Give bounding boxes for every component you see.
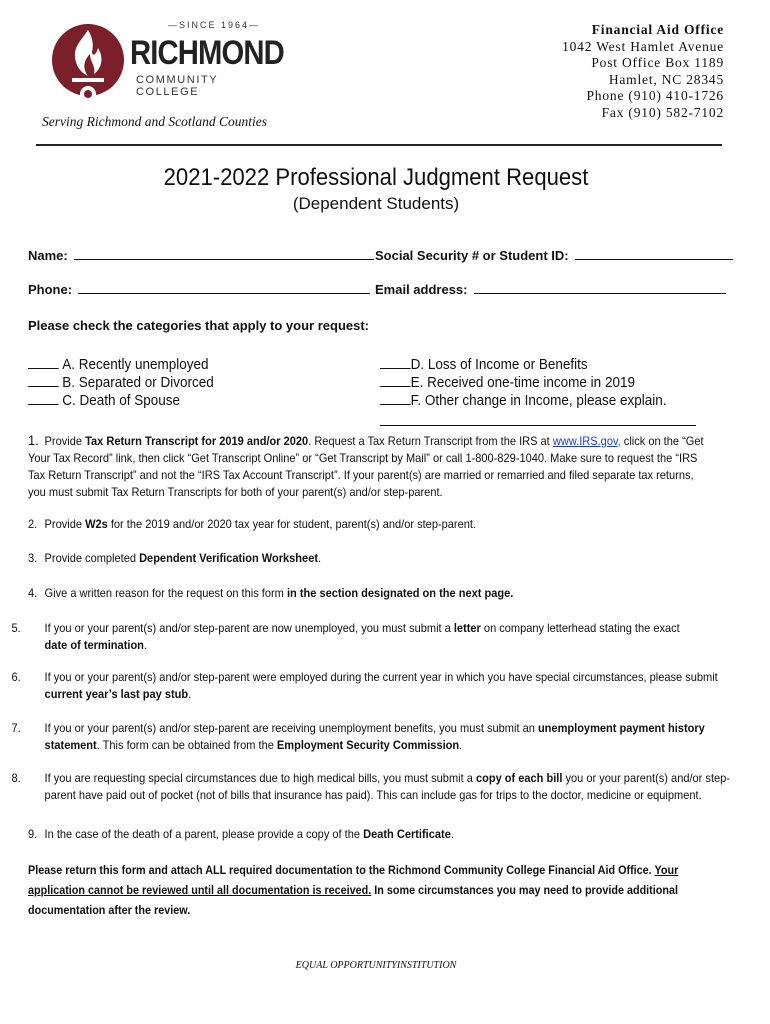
ssn-label: Social Security # or Student ID: (375, 248, 569, 263)
item-text: . (459, 738, 463, 752)
item-number: 1. (28, 432, 39, 448)
item-text: on company letterhead stating the exact (480, 621, 680, 635)
logo-since: —SINCE 1964— (168, 20, 261, 30)
office-line: Phone (910) 410-1726 (586, 88, 724, 104)
item-text: for the 2019 and/or 2020 tax year for student, parent(s) and/or step-parent. (107, 517, 477, 531)
header-divider (36, 144, 722, 146)
item-bold: W2s (85, 517, 108, 531)
footer-eoi: EQUAL OPPORTUNITYINSTITUTION (295, 960, 457, 971)
explain-line[interactable] (380, 425, 696, 426)
item-number: 4. (28, 586, 38, 600)
phone-label: Phone: (28, 282, 73, 297)
instruction-item (28, 826, 713, 843)
item-number: 2. (28, 517, 38, 531)
item-text: . (188, 687, 192, 701)
option-label: D. Loss of Income or Benefits (410, 356, 588, 373)
item-bold: date of termination (44, 638, 144, 652)
item-text: If you are requesting special circumstances due to high medical bills, you must submit a (44, 771, 476, 785)
item-bold: Dependent Verification Worksheet (139, 551, 319, 565)
email-field[interactable] (375, 282, 726, 297)
name-label: Name: (28, 248, 68, 263)
closing-underlined: Your application cannot be reviewed until all documentation is received. (28, 863, 679, 897)
instruction-item (11, 669, 730, 703)
item-bold: Tax Return Transcript for 2019 and/or 2020 (85, 434, 309, 448)
item-text: Provide (44, 434, 86, 448)
item-text: . Request a Tax Return Transcript from the IRS at (308, 434, 553, 448)
option-b[interactable] (28, 374, 214, 391)
office-line: Hamlet, NC 28345 (608, 71, 724, 87)
instruction-item (28, 432, 713, 501)
item-text: If you or your parent(s) and/or step-parent are receiving unemployment benefits, you must submit an (44, 721, 538, 735)
item-text: Provide completed (44, 551, 140, 565)
item-bold: letter (453, 621, 481, 635)
name-field[interactable] (28, 248, 374, 263)
item-text: click on the “Get Your Tax Record” link, then click “Get Transcript Online” or “Get Transcript by Mail” or call 1-800-829-1040. Make sure to request the “IRS Tax Return Transcript” and not the “IRS Tax Account Transcript”. If your parent(s) are married or remarried and filed separate tax returns, you must submit Tax Return Transcripts for both of your parent(s) and/or step-parent. (28, 434, 704, 499)
option-a[interactable] (28, 356, 209, 373)
closing-instructions (28, 860, 712, 920)
closing-text: In some circumstances you may need to provide additional documentation after the review. (28, 883, 678, 917)
item-text: Provide (44, 517, 86, 531)
item-text: If you or your parent(s) and/or step-parent are now unemployed, you must submit a (44, 621, 454, 635)
page-subtitle: (Dependent Students) (292, 194, 460, 213)
office-line: 1042 West Hamlet Avenue (562, 38, 724, 54)
item-number: 6. (11, 670, 21, 684)
instruction-item (11, 770, 730, 804)
option-label: C. Death of Spouse (62, 392, 181, 409)
logo-sub: COMMUNITY COLLEGE (136, 74, 219, 98)
check-heading: Please check the categories that apply to your request: (28, 318, 370, 333)
item-bold: current year’s last pay stub (44, 687, 189, 701)
item-number: 9. (28, 827, 38, 841)
option-f[interactable] (380, 392, 667, 409)
item-text: In the case of the death of a parent, please provide a copy of the (44, 827, 364, 841)
page-title: 2021-2022 Professional Judgment Request (163, 164, 589, 191)
ssn-field[interactable] (375, 248, 733, 263)
item-bold: Employment Security Commission (276, 738, 460, 752)
item-bold: copy of each bill (475, 771, 563, 785)
item-number: 8. (11, 771, 21, 785)
email-label: Email address: (375, 282, 468, 297)
office-line: Fax (910) 582-7102 (601, 104, 724, 120)
closing-text: Please return this form and attach ALL required documentation to the Richmond Community College Financial Aid Office. (28, 863, 655, 877)
instruction-item (11, 620, 730, 654)
option-label: A. Recently unemployed (62, 356, 209, 373)
office-line: Post Office Box 1189 (591, 55, 724, 71)
item-text: . This form can be obtained from the (96, 738, 277, 752)
item-text: . (450, 827, 454, 841)
office-address-block (562, 22, 724, 122)
office-title: Financial Aid Office (591, 22, 724, 37)
item-bold: Death Certificate (363, 827, 451, 841)
item-text: Give a written reason for the request on this form (44, 586, 287, 600)
phone-field[interactable] (28, 282, 370, 297)
option-label: F. Other change in Income, please explain. (410, 392, 667, 409)
option-label: E. Received one-time income in 2019 (410, 374, 635, 391)
option-e[interactable] (380, 374, 635, 391)
irs-link[interactable]: www.IRS.gov, (552, 434, 621, 448)
item-bold: unemployment payment history statement (44, 721, 705, 752)
item-number: 3. (28, 551, 38, 565)
item-text: If you or your parent(s) and/or step-parent were employed during the current year in which you have special circumstances, please submit (44, 670, 718, 684)
item-number: 7. (11, 721, 21, 735)
logo-name: RICHMOND (130, 34, 284, 72)
item-number: 5. (11, 621, 21, 635)
instruction-item (28, 516, 713, 533)
instruction-item (28, 550, 713, 567)
college-logo (50, 18, 284, 108)
instruction-item (28, 585, 713, 602)
option-label: B. Separated or Divorced (62, 374, 214, 391)
item-text: you or your parent(s) and/or step-parent have paid out of pocket (not of bills that insurance has paid). This can include gas for trips to the doctor, medicine or equipment. (44, 771, 730, 802)
item-text: . (318, 551, 322, 565)
instruction-item (11, 720, 730, 754)
item-text: . (143, 638, 148, 652)
option-c[interactable] (28, 392, 180, 409)
serving-counties: Serving Richmond and Scotland Counties (42, 114, 267, 129)
item-bold: in the section designated on the next page. (286, 586, 514, 600)
option-d[interactable] (380, 356, 588, 373)
